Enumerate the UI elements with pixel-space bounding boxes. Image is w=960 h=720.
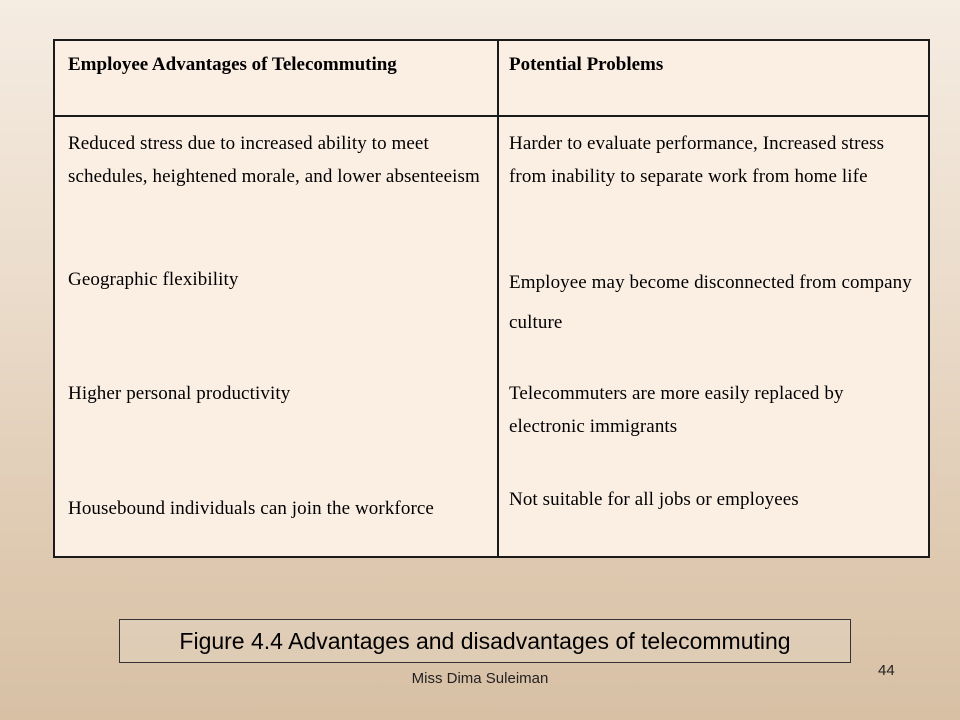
problem-cell: Telecommuters are more easily replaced by electronic immigrants [509, 383, 844, 437]
problem-cell: Not suitable for all jobs or employees [509, 489, 799, 510]
footer-author: Miss Dima Suleiman [411, 670, 549, 687]
comparison-table [53, 39, 930, 558]
slide-number: 44 [878, 662, 895, 679]
problem-cell: Employee may become disconnected from company culture [509, 272, 912, 333]
advantage-cell: Housebound individuals can join the workforce [68, 498, 434, 519]
table-header-row [55, 41, 928, 117]
advantage-cell: Reduced stress due to increased ability to meet schedules, heightened morale, and lower absenteeism [68, 133, 480, 187]
advantage-cell: Geographic flexibility [68, 269, 239, 290]
header-problems: Potential Problems [509, 54, 664, 75]
column-divider [497, 41, 499, 556]
figure-caption: Figure 4.4 Advantages and disadvantages of telecommuting [119, 619, 851, 663]
problem-cell: Harder to evaluate performance, Increased stress from inability to separate work from home life [509, 133, 885, 187]
advantage-cell: Higher personal productivity [68, 383, 291, 404]
header-advantages: Employee Advantages of Telecommuting [68, 54, 397, 75]
